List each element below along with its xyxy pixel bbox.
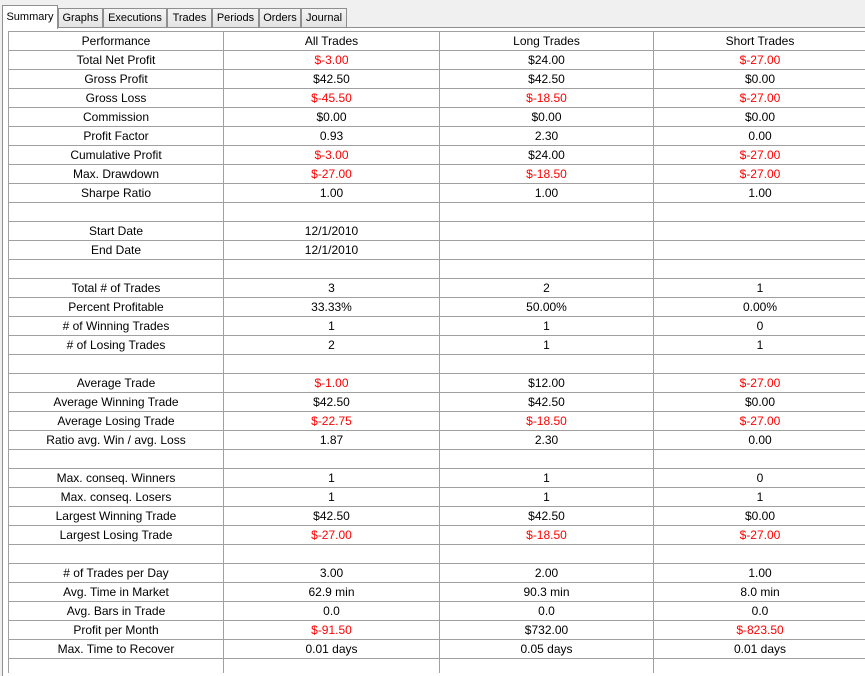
spacer-cell xyxy=(654,203,865,222)
short-trades-value: 0.00 xyxy=(654,431,865,450)
all-trades-value: 1 xyxy=(224,488,440,507)
metric-label: Gross Profit xyxy=(9,70,224,89)
spacer-cell xyxy=(440,659,654,674)
spacer-row xyxy=(9,203,865,222)
tab-periods[interactable] xyxy=(212,8,259,27)
all-trades-value: $-3.00 xyxy=(224,146,440,165)
short-trades-value: $0.00 xyxy=(654,393,865,412)
spacer-row xyxy=(9,545,865,564)
all-trades-value: $-91.50 xyxy=(224,621,440,640)
long-trades-value: $-18.50 xyxy=(440,412,654,431)
long-trades-value: $42.50 xyxy=(440,70,654,89)
short-trades-value xyxy=(654,222,865,241)
tab-trades[interactable] xyxy=(167,8,212,27)
spacer-cell xyxy=(224,450,440,469)
all-trades-value: 3 xyxy=(224,279,440,298)
spacer-cell xyxy=(440,203,654,222)
all-trades-value: 1 xyxy=(224,469,440,488)
table-row xyxy=(9,279,865,298)
all-trades-value: $42.50 xyxy=(224,70,440,89)
table-row xyxy=(9,431,865,450)
short-trades-value: $-27.00 xyxy=(654,374,865,393)
spacer-cell xyxy=(9,545,224,564)
long-trades-value: $-18.50 xyxy=(440,89,654,108)
metric-label: Largest Winning Trade xyxy=(9,507,224,526)
table-row xyxy=(9,507,865,526)
long-trades-value: $0.00 xyxy=(440,108,654,127)
header-all-trades: All Trades xyxy=(224,32,440,51)
summary-panel xyxy=(2,27,865,676)
metric-label: Commission xyxy=(9,108,224,127)
long-trades-value: $-18.50 xyxy=(440,165,654,184)
metric-label: Largest Losing Trade xyxy=(9,526,224,545)
tab-label: Trades xyxy=(172,12,207,24)
spacer-cell xyxy=(440,355,654,374)
short-trades-value: 0 xyxy=(654,317,865,336)
spacer-cell xyxy=(440,260,654,279)
long-trades-value xyxy=(440,222,654,241)
long-trades-value: $-18.50 xyxy=(440,526,654,545)
table-row xyxy=(9,89,865,108)
tab-summary[interactable] xyxy=(2,5,58,29)
table-row xyxy=(9,241,865,260)
all-trades-value: 0.01 days xyxy=(224,640,440,659)
long-trades-value: 1.00 xyxy=(440,184,654,203)
table-row xyxy=(9,640,865,659)
metric-label: Max. Drawdown xyxy=(9,165,224,184)
spacer-cell xyxy=(224,260,440,279)
header-row xyxy=(9,32,865,51)
metric-label: Total Net Profit xyxy=(9,51,224,70)
tab-executions[interactable] xyxy=(103,8,167,27)
long-trades-value: 50.00% xyxy=(440,298,654,317)
long-trades-value: 1 xyxy=(440,488,654,507)
spacer-cell xyxy=(654,450,865,469)
short-trades-value: $-27.00 xyxy=(654,526,865,545)
metric-label: Average Losing Trade xyxy=(9,412,224,431)
long-trades-value: 0.05 days xyxy=(440,640,654,659)
long-trades-value xyxy=(440,241,654,260)
long-trades-value: $42.50 xyxy=(440,393,654,412)
all-trades-value: 2 xyxy=(224,336,440,355)
metric-label: Max. conseq. Losers xyxy=(9,488,224,507)
all-trades-value: $-22.75 xyxy=(224,412,440,431)
table-row xyxy=(9,127,865,146)
all-trades-value: $42.50 xyxy=(224,393,440,412)
long-trades-value: 1 xyxy=(440,336,654,355)
performance-table xyxy=(8,31,865,673)
metric-label: # of Winning Trades xyxy=(9,317,224,336)
long-trades-value: $732.00 xyxy=(440,621,654,640)
tab-label: Journal xyxy=(305,12,343,24)
all-trades-value: $-45.50 xyxy=(224,89,440,108)
spacer-cell xyxy=(224,355,440,374)
all-trades-value: 1 xyxy=(224,317,440,336)
spacer-row xyxy=(9,355,865,374)
metric-label: End Date xyxy=(9,241,224,260)
all-trades-value: 1.00 xyxy=(224,184,440,203)
metric-label: Average Winning Trade xyxy=(9,393,224,412)
spacer-cell xyxy=(440,450,654,469)
all-trades-value: $-1.00 xyxy=(224,374,440,393)
spacer-row xyxy=(9,450,865,469)
spacer-cell xyxy=(654,355,865,374)
long-trades-value: 0.0 xyxy=(440,602,654,621)
spacer-row xyxy=(9,260,865,279)
long-trades-value: 90.3 min xyxy=(440,583,654,602)
spacer-cell xyxy=(224,659,440,674)
long-trades-value: 2 xyxy=(440,279,654,298)
short-trades-value: 0.00 xyxy=(654,127,865,146)
tab-label: Summary xyxy=(6,11,54,23)
header-short-trades: Short Trades xyxy=(654,32,865,51)
short-trades-value: 1 xyxy=(654,488,865,507)
spacer-cell xyxy=(9,260,224,279)
long-trades-value: 2.00 xyxy=(440,564,654,583)
short-trades-value: $-27.00 xyxy=(654,412,865,431)
table-row xyxy=(9,317,865,336)
spacer-cell xyxy=(654,260,865,279)
table-row xyxy=(9,146,865,165)
metric-label: Profit Factor xyxy=(9,127,224,146)
table-row xyxy=(9,336,865,355)
short-trades-value: 0.01 days xyxy=(654,640,865,659)
table-row xyxy=(9,70,865,89)
spacer-row xyxy=(9,659,865,674)
short-trades-value: $-27.00 xyxy=(654,89,865,108)
short-trades-value: 0.0 xyxy=(654,602,865,621)
table-row xyxy=(9,412,865,431)
table-row xyxy=(9,621,865,640)
performance-table-body xyxy=(9,51,865,674)
metric-label: Avg. Bars in Trade xyxy=(9,602,224,621)
tab-journal[interactable] xyxy=(301,8,347,27)
all-trades-value: 1.87 xyxy=(224,431,440,450)
spacer-cell xyxy=(654,545,865,564)
tab-label: Orders xyxy=(263,12,297,24)
table-row xyxy=(9,184,865,203)
short-trades-value: $-823.50 xyxy=(654,621,865,640)
tab-orders[interactable] xyxy=(259,8,301,27)
metric-label: Max. Time to Recover xyxy=(9,640,224,659)
all-trades-value: $42.50 xyxy=(224,507,440,526)
table-row xyxy=(9,165,865,184)
table-row xyxy=(9,374,865,393)
all-trades-value: $-3.00 xyxy=(224,51,440,70)
all-trades-value: $-27.00 xyxy=(224,526,440,545)
table-row xyxy=(9,51,865,70)
metric-label: Average Trade xyxy=(9,374,224,393)
table-row xyxy=(9,298,865,317)
all-trades-value: 12/1/2010 xyxy=(224,241,440,260)
metric-label: Start Date xyxy=(9,222,224,241)
short-trades-value: 1 xyxy=(654,279,865,298)
spacer-cell xyxy=(9,355,224,374)
all-trades-value: 33.33% xyxy=(224,298,440,317)
metric-label: Percent Profitable xyxy=(9,298,224,317)
short-trades-value: 8.0 min xyxy=(654,583,865,602)
long-trades-value: 2.30 xyxy=(440,431,654,450)
table-row xyxy=(9,469,865,488)
spacer-cell xyxy=(224,545,440,564)
tab-label: Periods xyxy=(216,12,255,24)
tab-label: Executions xyxy=(108,12,162,24)
metric-label: Ratio avg. Win / avg. Loss xyxy=(9,431,224,450)
spacer-cell xyxy=(9,450,224,469)
long-trades-value: 1 xyxy=(440,317,654,336)
short-trades-value: $-27.00 xyxy=(654,51,865,70)
table-row xyxy=(9,602,865,621)
all-trades-value: 12/1/2010 xyxy=(224,222,440,241)
spacer-cell xyxy=(440,545,654,564)
short-trades-value: 0.00% xyxy=(654,298,865,317)
metric-label: Avg. Time in Market xyxy=(9,583,224,602)
long-trades-value: 1 xyxy=(440,469,654,488)
short-trades-value: $0.00 xyxy=(654,507,865,526)
long-trades-value: 2.30 xyxy=(440,127,654,146)
long-trades-value: $42.50 xyxy=(440,507,654,526)
tab-graphs[interactable] xyxy=(58,8,103,27)
tab-label: Graphs xyxy=(62,12,99,24)
table-row xyxy=(9,393,865,412)
metric-label: Profit per Month xyxy=(9,621,224,640)
long-trades-value: $24.00 xyxy=(440,146,654,165)
all-trades-value: 62.9 min xyxy=(224,583,440,602)
short-trades-value xyxy=(654,241,865,260)
tab-strip xyxy=(0,0,865,28)
long-trades-value: $24.00 xyxy=(440,51,654,70)
spacer-cell xyxy=(654,659,865,674)
long-trades-value: $12.00 xyxy=(440,374,654,393)
table-row xyxy=(9,526,865,545)
short-trades-value: 1.00 xyxy=(654,564,865,583)
table-row xyxy=(9,564,865,583)
metric-label: Sharpe Ratio xyxy=(9,184,224,203)
table-row xyxy=(9,583,865,602)
all-trades-value: 0.0 xyxy=(224,602,440,621)
all-trades-value: 3.00 xyxy=(224,564,440,583)
spacer-cell xyxy=(9,659,224,674)
short-trades-value: $-27.00 xyxy=(654,165,865,184)
all-trades-value: $0.00 xyxy=(224,108,440,127)
metric-label: Max. conseq. Winners xyxy=(9,469,224,488)
short-trades-value: 1 xyxy=(654,336,865,355)
metric-label: Cumulative Profit xyxy=(9,146,224,165)
short-trades-value: 0 xyxy=(654,469,865,488)
metric-label: # of Losing Trades xyxy=(9,336,224,355)
metric-label: Total # of Trades xyxy=(9,279,224,298)
all-trades-value: 0.93 xyxy=(224,127,440,146)
short-trades-value: $-27.00 xyxy=(654,146,865,165)
header-long-trades: Long Trades xyxy=(440,32,654,51)
short-trades-value: 1.00 xyxy=(654,184,865,203)
short-trades-value: $0.00 xyxy=(654,108,865,127)
table-row xyxy=(9,488,865,507)
spacer-cell xyxy=(9,203,224,222)
header-performance: Performance xyxy=(9,32,224,51)
metric-label: # of Trades per Day xyxy=(9,564,224,583)
short-trades-value: $0.00 xyxy=(654,70,865,89)
metric-label: Gross Loss xyxy=(9,89,224,108)
table-row xyxy=(9,222,865,241)
spacer-cell xyxy=(224,203,440,222)
all-trades-value: $-27.00 xyxy=(224,165,440,184)
table-row xyxy=(9,108,865,127)
